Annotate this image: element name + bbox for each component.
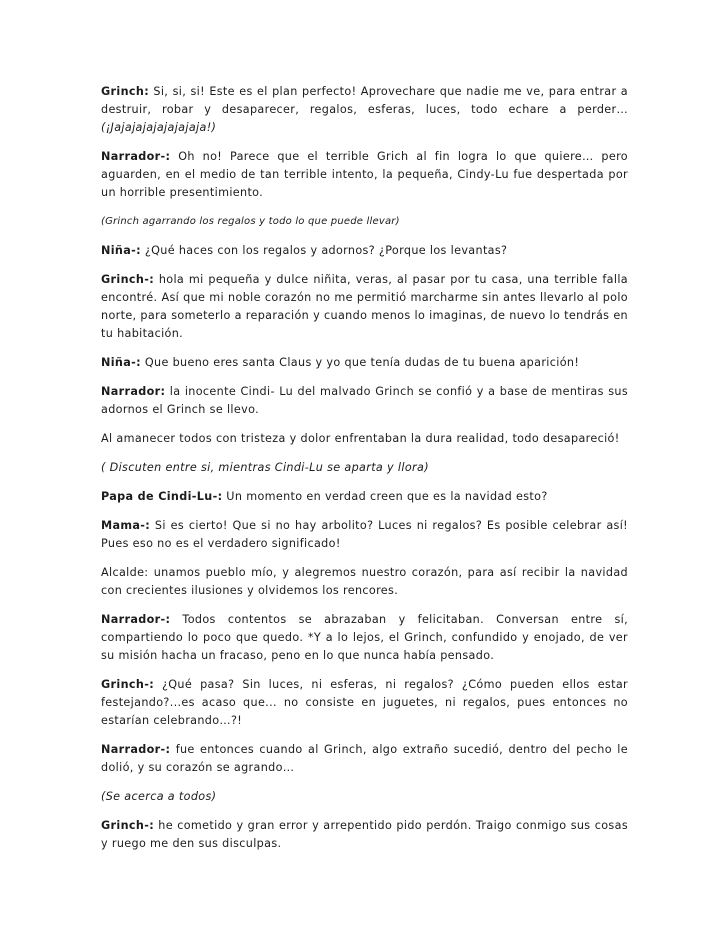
dialogue-paragraph [101,83,628,137]
speaker-name: Grinch-: [101,273,155,286]
stage-direction-paragraph [101,213,628,231]
speaker-name: Narrador-: [101,613,171,626]
dialogue-text: ¿Qué pasa? Sin luces, ni esferas, ni regalos? ¿Cómo pueden ellos estar festejando?...es acaso que... no consiste en juguetes, ni regalos, pues entonces no estarían celebrando…?! [101,678,628,727]
dialogue-text: Que bueno eres santa Claus y yo que tenía dudas de tu buena aparición! [140,356,580,369]
speaker-name: Niña-: [101,244,141,257]
dialogue-text: Oh no! Parece que el terrible Grich al fin logra lo que quiere… pero aguarden, en el medio de tan terrible intento, la pequeña, Cindy-Lu fue despertada por un horrible presentimiento. [101,150,628,199]
stage-direction: (¡Jajajajajajajajaja!) [101,121,217,134]
speaker-name: Narrador: [101,385,166,398]
document-page [101,83,628,864]
stage-direction-paragraph [101,788,628,806]
dialogue-text: la inocente Cindi- Lu del malvado Grinch se confió y a base de mentiras sus adornos el Grinch se llevo. [101,385,628,416]
dialogue-paragraph [101,242,628,260]
narration-paragraph [101,430,628,448]
speaker-name: Papa de Cindi-Lu-: [101,490,223,503]
narration-paragraph [101,564,628,600]
speaker-name: Grinch-: [101,819,155,832]
dialogue-text: Si, si, si! Este es el plan perfecto! Aprovechare que nadie me ve, para entrar a destruir, robar y desaparecer, regalos, esferas, luces, todo echare a perder… [101,85,628,116]
stage-direction: (Se acerca a todos) [101,790,217,803]
dialogue-paragraph [101,488,628,506]
dialogue-text: Si es cierto! Que si no hay arbolito? Luces ni regalos? Es posible celebrar así! Pues eso no es el verdadero significado! [101,519,628,550]
dialogue-paragraph [101,611,628,665]
dialogue-paragraph [101,817,628,853]
speaker-name: Grinch-: [101,678,155,691]
dialogue-text: hola mi pequeña y dulce niñita, veras, al pasar por tu casa, una terrible falla encontré. Así que mi noble corazón no me permitió marcharme sin antes llevarlo al polo norte, para someterlo a reparación y cuando menos lo imaginas, de nuevo lo tendrás en tu habitación. [101,273,628,340]
speaker-name: Niña-: [101,356,141,369]
speaker-name: Narrador-: [101,743,171,756]
speaker-name: Mama-: [101,519,151,532]
dialogue-text: Todos contentos se abrazaban y felicitaban. Conversan entre sí, compartiendo lo poco que quedo. *Y a lo lejos, el Grinch, confundido y enojado, de ver su misión hacha un fracaso, peno en lo que nunca había pensado. [101,613,628,662]
speaker-name: Grinch: [101,85,150,98]
dialogue-paragraph [101,517,628,553]
dialogue-text: he cometido y gran error y arrepentido pido perdón. Traigo conmigo sus cosas y ruego me den sus disculpas. [101,819,628,850]
narration-text: Al amanecer todos con tristeza y dolor enfrentaban la dura realidad, todo desapareció! [101,432,620,445]
stage-direction-paragraph [101,459,628,477]
dialogue-paragraph [101,354,628,372]
narration-text: Alcalde: unamos pueblo mío, y alegremos nuestro corazón, para así recibir la navidad con crecientes ilusiones y olvidemos los rencores. [101,566,628,597]
dialogue-paragraph [101,383,628,419]
dialogue-paragraph [101,676,628,730]
dialogue-paragraph [101,741,628,777]
dialogue-text: fue entonces cuando al Grinch, algo extraño sucedió, dentro del pecho le dolió, y su corazón se agrando… [101,743,628,774]
speaker-name: Narrador-: [101,150,171,163]
stage-direction: (Grinch agarrando los regalos y todo lo que puede llevar) [101,216,400,227]
dialogue-text: ¿Qué haces con los regalos y adornos? ¿Porque los levantas? [140,244,508,257]
stage-direction: ( Discuten entre si, mientras Cindi-Lu se aparta y llora) [101,461,429,474]
dialogue-paragraph [101,271,628,343]
dialogue-text: Un momento en verdad creen que es la navidad esto? [222,490,548,503]
dialogue-paragraph [101,148,628,202]
